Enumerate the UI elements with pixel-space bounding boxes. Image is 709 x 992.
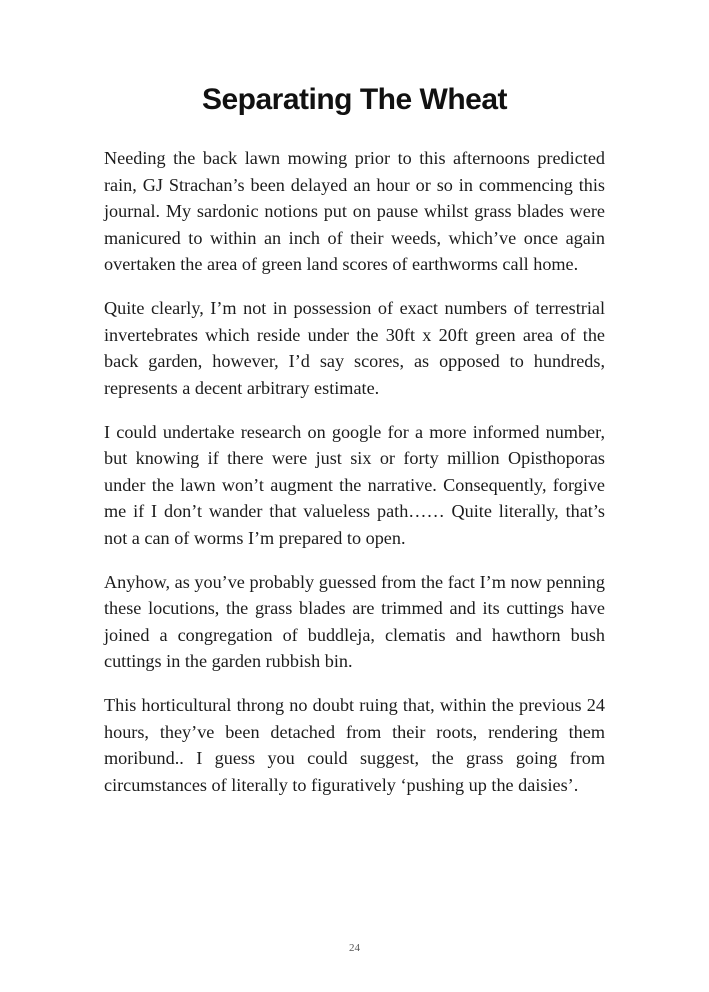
paragraph-1: Needing the back lawn mowing prior to this afternoons predicted rain, GJ Strachan’s been delayed an hour or so in commencing this journal. My sardonic notions put on pause whilst grass blades were manicured to within an inch of their weeds, which’ve once again overtaken the area of green land scores of earthworms call home. xyxy=(104,148,605,274)
body-text xyxy=(104,145,605,816)
paragraph-5: This horticultural throng no doubt ruing that, within the previous 24 hours, they’ve been detached from their roots, rendering them moribund.. I guess you could suggest, the grass going from circumstances of literally to figuratively ‘pushing up the daisies’. xyxy=(104,695,605,795)
paragraph-2: Quite clearly, I’m not in possession of exact numbers of terrestrial invertebrates which reside under the 30ft x 20ft green area of the back garden, however, I’d say scores, as opposed to hundreds, represents a decent arbitrary estimate. xyxy=(104,298,605,398)
page-number: 24 xyxy=(349,942,360,954)
paragraph-3: I could undertake research on google for a more informed number, but knowing if there were just six or forty million Opisthoporas under the lawn won’t augment the narrative. Consequently, forgive me if I don’t wander that valueless path…… Quite literally, that’s not a can of worms I’m prepared to open. xyxy=(104,421,605,548)
paragraph-4: Anyhow, as you’ve probably guessed from the fact I’m now penning these locutions, the grass blades are trimmed and its cuttings have joined a congregation of buddleja, clematis and hawthorn bush cuttings in the garden rubbish bin. xyxy=(104,571,605,671)
page-title: Separating The Wheat xyxy=(201,83,508,116)
